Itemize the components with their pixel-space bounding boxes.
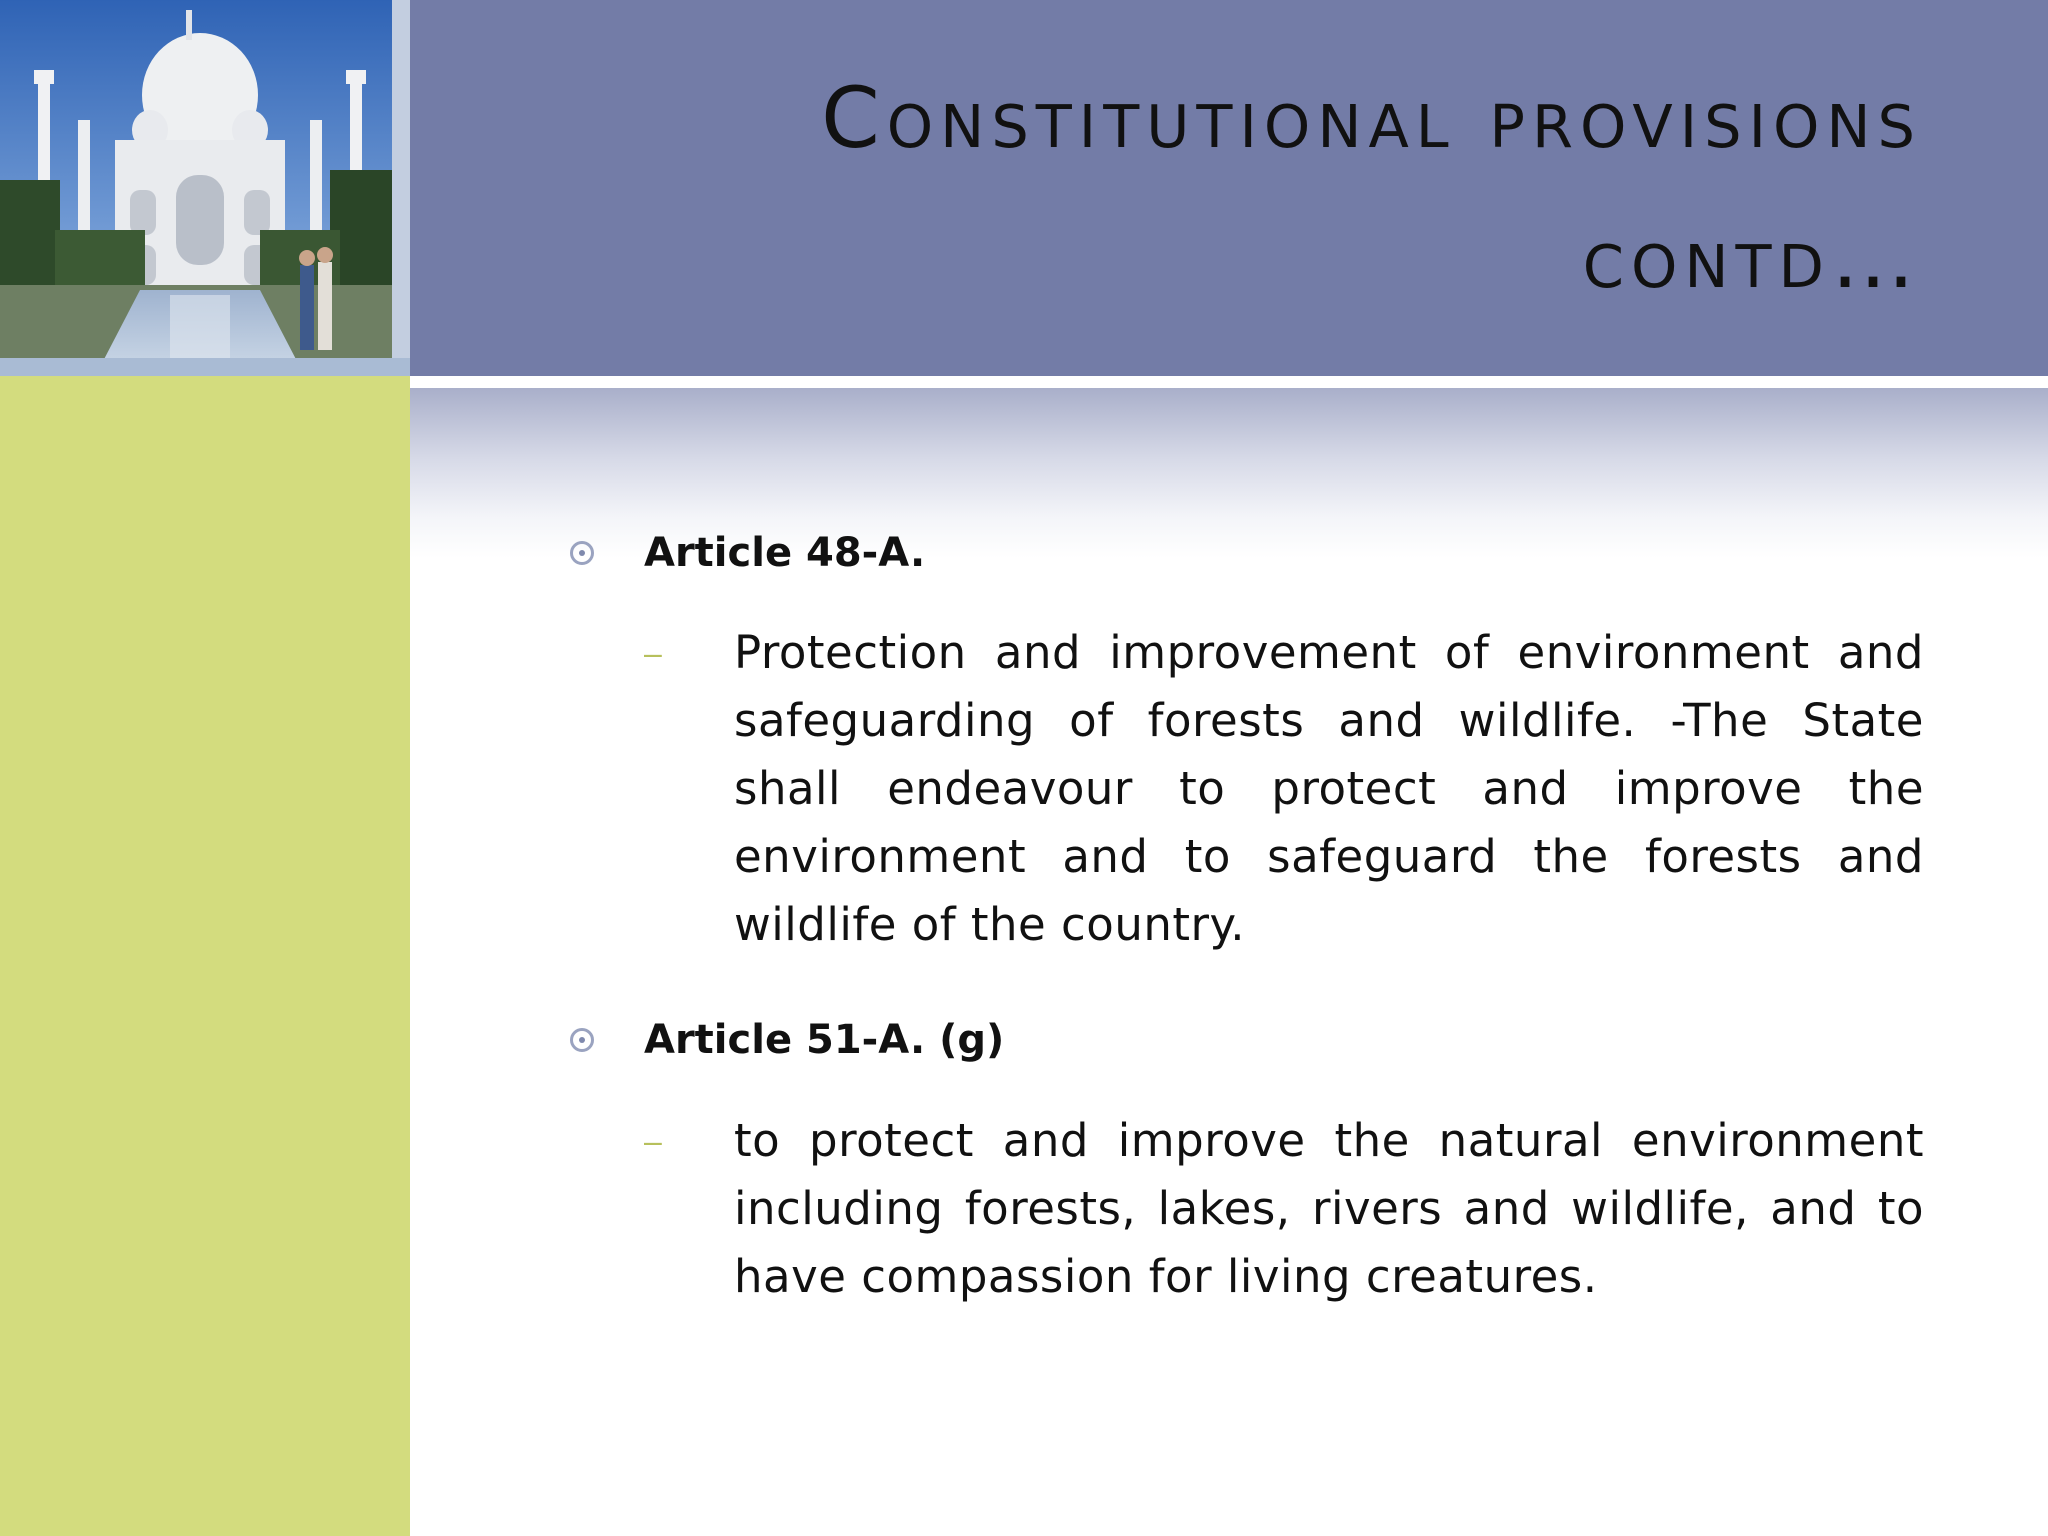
circle-bullet-icon — [570, 541, 594, 565]
sub-bullet-text: Protection and improvement of environment and safeguarding of forests and wildlife. -The State shall endeavour to protect and improve the environment and to safeguard the forests and wildlife of the country. — [734, 626, 1924, 951]
slide-title — [522, 48, 1922, 328]
bullet-label: Article 48-A. — [644, 530, 926, 576]
sub-bullet-text: to protect and improve the natural environment including forests, lakes, rivers and wildlife, and to have compassion for living creatures. — [734, 1114, 1924, 1303]
photo-frame-bottom — [0, 358, 410, 376]
divider — [410, 376, 2048, 388]
taj-mahal-photo — [0, 0, 400, 367]
sub-bullet — [644, 1107, 1924, 1311]
sidebar-panel — [0, 376, 410, 1536]
dash-icon: – — [644, 1123, 662, 1159]
title-bar — [410, 0, 2048, 376]
photo-frame — [392, 0, 410, 376]
sub-bullet — [644, 619, 1924, 959]
slide-title-line1: Constitutional provisions — [821, 69, 1922, 167]
bullet-label: Article 51-A. (g) — [644, 1017, 1005, 1063]
circle-bullet-icon — [570, 1028, 594, 1052]
slide-title-line2: contd… — [1582, 209, 1922, 307]
dash-icon: – — [644, 635, 662, 671]
content-area — [410, 388, 2048, 1536]
